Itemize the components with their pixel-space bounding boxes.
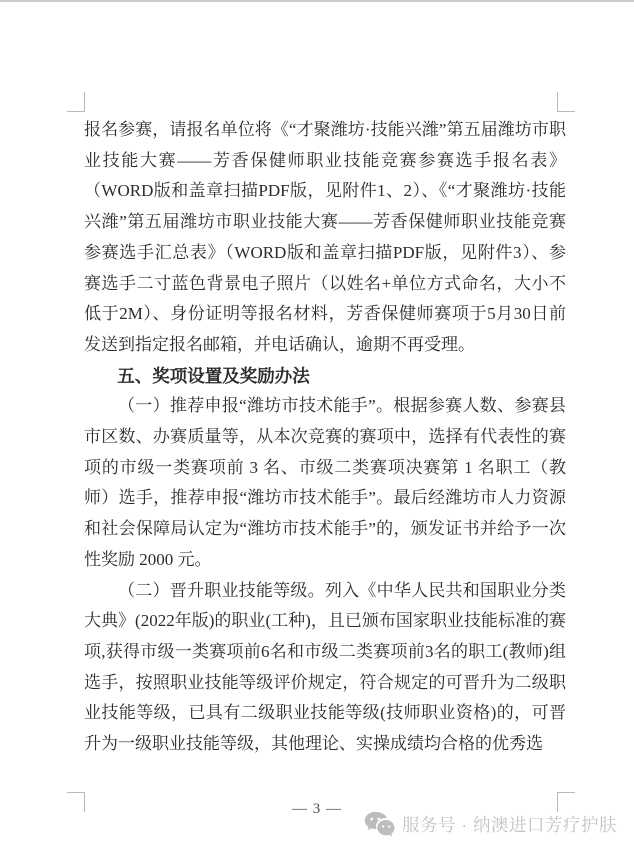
text-boundary-mark-top-right [557, 92, 575, 112]
page-number: — 3 — [292, 801, 342, 817]
wechat-icon [364, 811, 395, 838]
text-boundary-mark-top-left [67, 92, 85, 112]
document-page [84, 115, 566, 760]
paragraph-skill-level-promotion: （二）晋升职业技能等级。列入《中华人民共和国职业分类大典》(2022年版)的职业(工种)，且已颁布国家职业技能标准的赛项,获得市级一类赛项前6名和市级二类赛项前3名的职工(教师)组选手，按照职业技能等级评价规定，符合规定的可晋升为二级职业技能等级，已具有二级职业技能等级(技师职业资格)的，可晋升为一级职业技能等级，其他理论、实操成绩均合格的优秀选 [84, 580, 566, 754]
paragraph-technical-expert-recommendation: （一）推荐申报“潍坊市技术能手”。根据参赛人数、参赛县市区数、办赛质量等，从本次竞赛的赛项中，选择有代表性的赛项的市级一类赛项前 3 名、市级二类赛项决赛第 1 名职工（教师）选手，推荐申报“潍坊市技术能手”。最后经潍坊市人力资源和社会保障局认定为“潍坊市技术能手”的，颁发证书并给予一次性奖励 2000 元。 [84, 396, 566, 569]
watermark-label: 服务号 · 纳澳进口芳疗护肤 [402, 815, 618, 835]
paragraph-registration-materials: 报名参赛，请报名单位将《“才聚潍坊·技能兴潍”第五届潍坊市职业技能大赛——芳香保健师职业技能竞赛参赛选手报名表》（WORD版和盖章扫描PDF版，见附件1、2）、《“才聚潍坊·技能兴潍”第五届潍坊市职业技能大赛——芳香保健师职业技能竞赛参赛选手汇总表》（WORD版和盖章扫描PDF版，见附件3）、参赛选手二寸蓝色背景电子照片（以姓名+单位方式命名，大小不低于2M）、身份证明等报名材料，芳香保健师赛项于5月30日前发送到指定报名邮箱，并电话确认，逾期不再受理。 [84, 120, 566, 354]
page-top-edge [0, 0, 634, 2]
service-account-watermark [364, 811, 617, 838]
section-heading-awards: 五、奖项设置及奖励办法 [117, 365, 310, 386]
